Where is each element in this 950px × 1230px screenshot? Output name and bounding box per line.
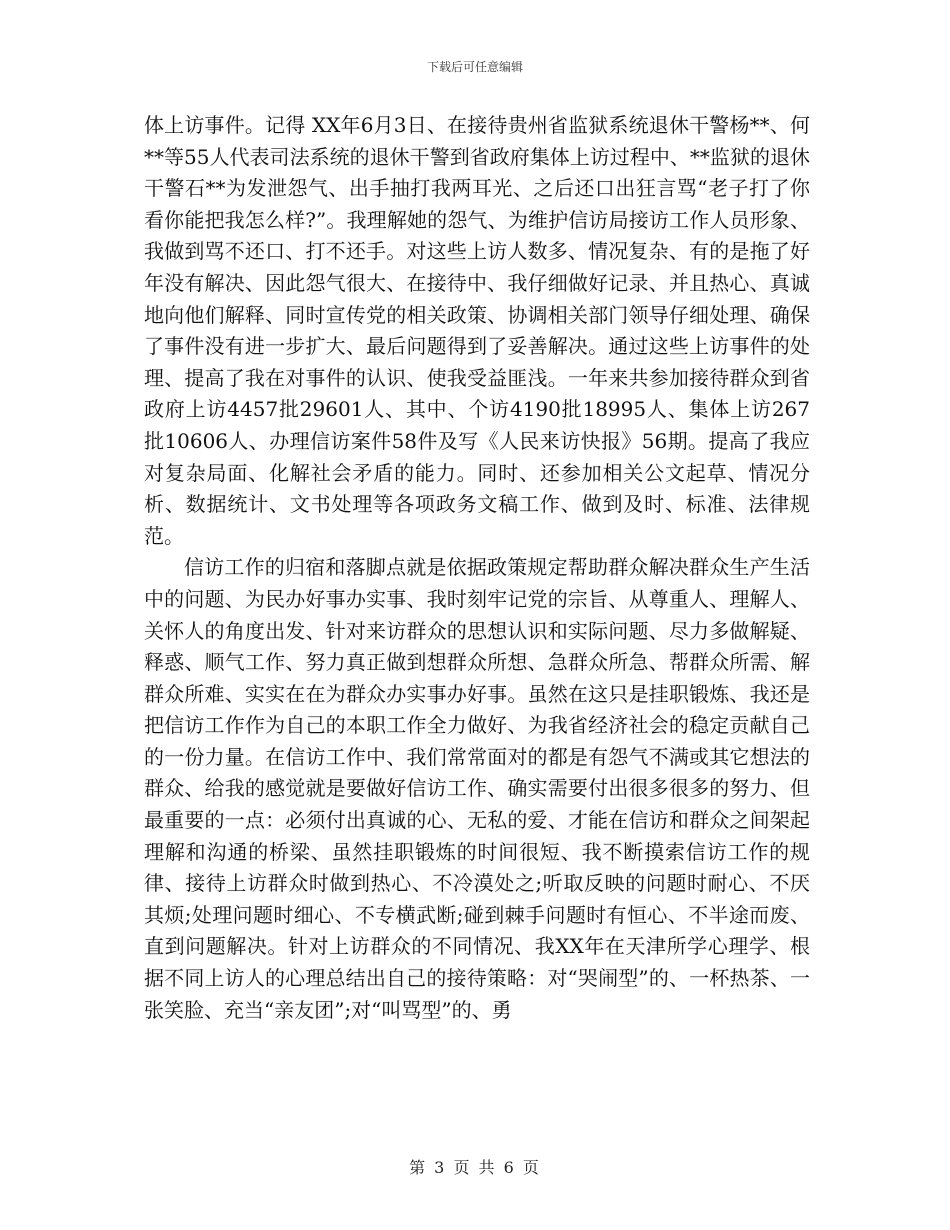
document-body <box>144 110 810 1026</box>
page-header: 下载后可任意编辑 <box>426 60 523 74</box>
page-footer: 第 3 页 共 6 页 <box>409 1158 541 1177</box>
paragraph-2: 信访工作的归宿和落脚点就是依据政策规定帮助群众解决群众生产生活中的问题、为民办好事办实事、我时刻牢记党的宗旨、从尊重人、理解人、关怀人的角度出发、针对来访群众的思想认识和实际问题、尽力多做解疑、释惑、顺气工作、努力真正做到想群众所想、急群众所急、帮群众所需、解群众所难、实实在在为群众办实事办好事。虽然在这只是挂职锻炼、我还是把信访工作作为自己的本职工作全力做好、为我省经济社会的稳定贡献自己的一份力量。在信访工作中、我们常常面对的都是有怨气不满或其它想法的群众、给我的感觉就是要做好信访工作、确实需要付出很多很多的努力、但最重要的一点：必须付出真诚的心、无私的爱、才能在信访和群众之间架起理解和沟通的桥梁、虽然挂职锻炼的时间很短、我不断摸索信访工作的规律、接待上访群众时做到热心、不冷漠处之;听取反映的问题时耐心、不厌其烦;处理问题时细心、不专横武断;碰到棘手问题时有恒心、不半途而废、直到问题解决。针对上访群众的不同情况、我XX年在天津所学心理学、根据不同上访人的心理总结出自己的接待策略：对“哭闹型”的、一杯热茶、一张笑脸、充当“亲友团”;对“叫骂型”的、勇 <box>144 555 810 1022</box>
paragraph-1: 体上访事件。记得 XX年6月3日、在接待贵州省监狱系统退休干警杨**、何**等55人代表司法系统的退休干警到省政府集体上访过程中、**监狱的退休干警石**为发泄怨气、出手抽打我两耳光、之后还口出狂言骂“老子打了你看你能把我怎么样?”。我理解她的怨气、为维护信访局接访工作人员形象、我做到骂不还口、打不还手。对这些上访人数多、情况复杂、有的是拖了好年没有解决、因此怨气很大、在接待中、我仔细做好记录、并且热心、真诚地向他们解释、同时宣传党的相关政策、协调相关部门领导仔细处理、确保了事件没有进一步扩大、最后问题得到了妥善解决。通过这些上访事件的处理、提高了我在对事件的认识、使我受益匪浅。一年来共参加接待群众到省政府上访4457批29601人、其中、个访4190批18995人、集体上访267批10606人、办理信访案件58件及写《人民来访快报》56期。提高了我应对复杂局面、化解社会矛盾的能力。同时、还参加相关公文起草、情况分析、数据统计、文书处理等各项政务文稿工作、做到及时、标准、法律规范。 <box>144 113 810 548</box>
